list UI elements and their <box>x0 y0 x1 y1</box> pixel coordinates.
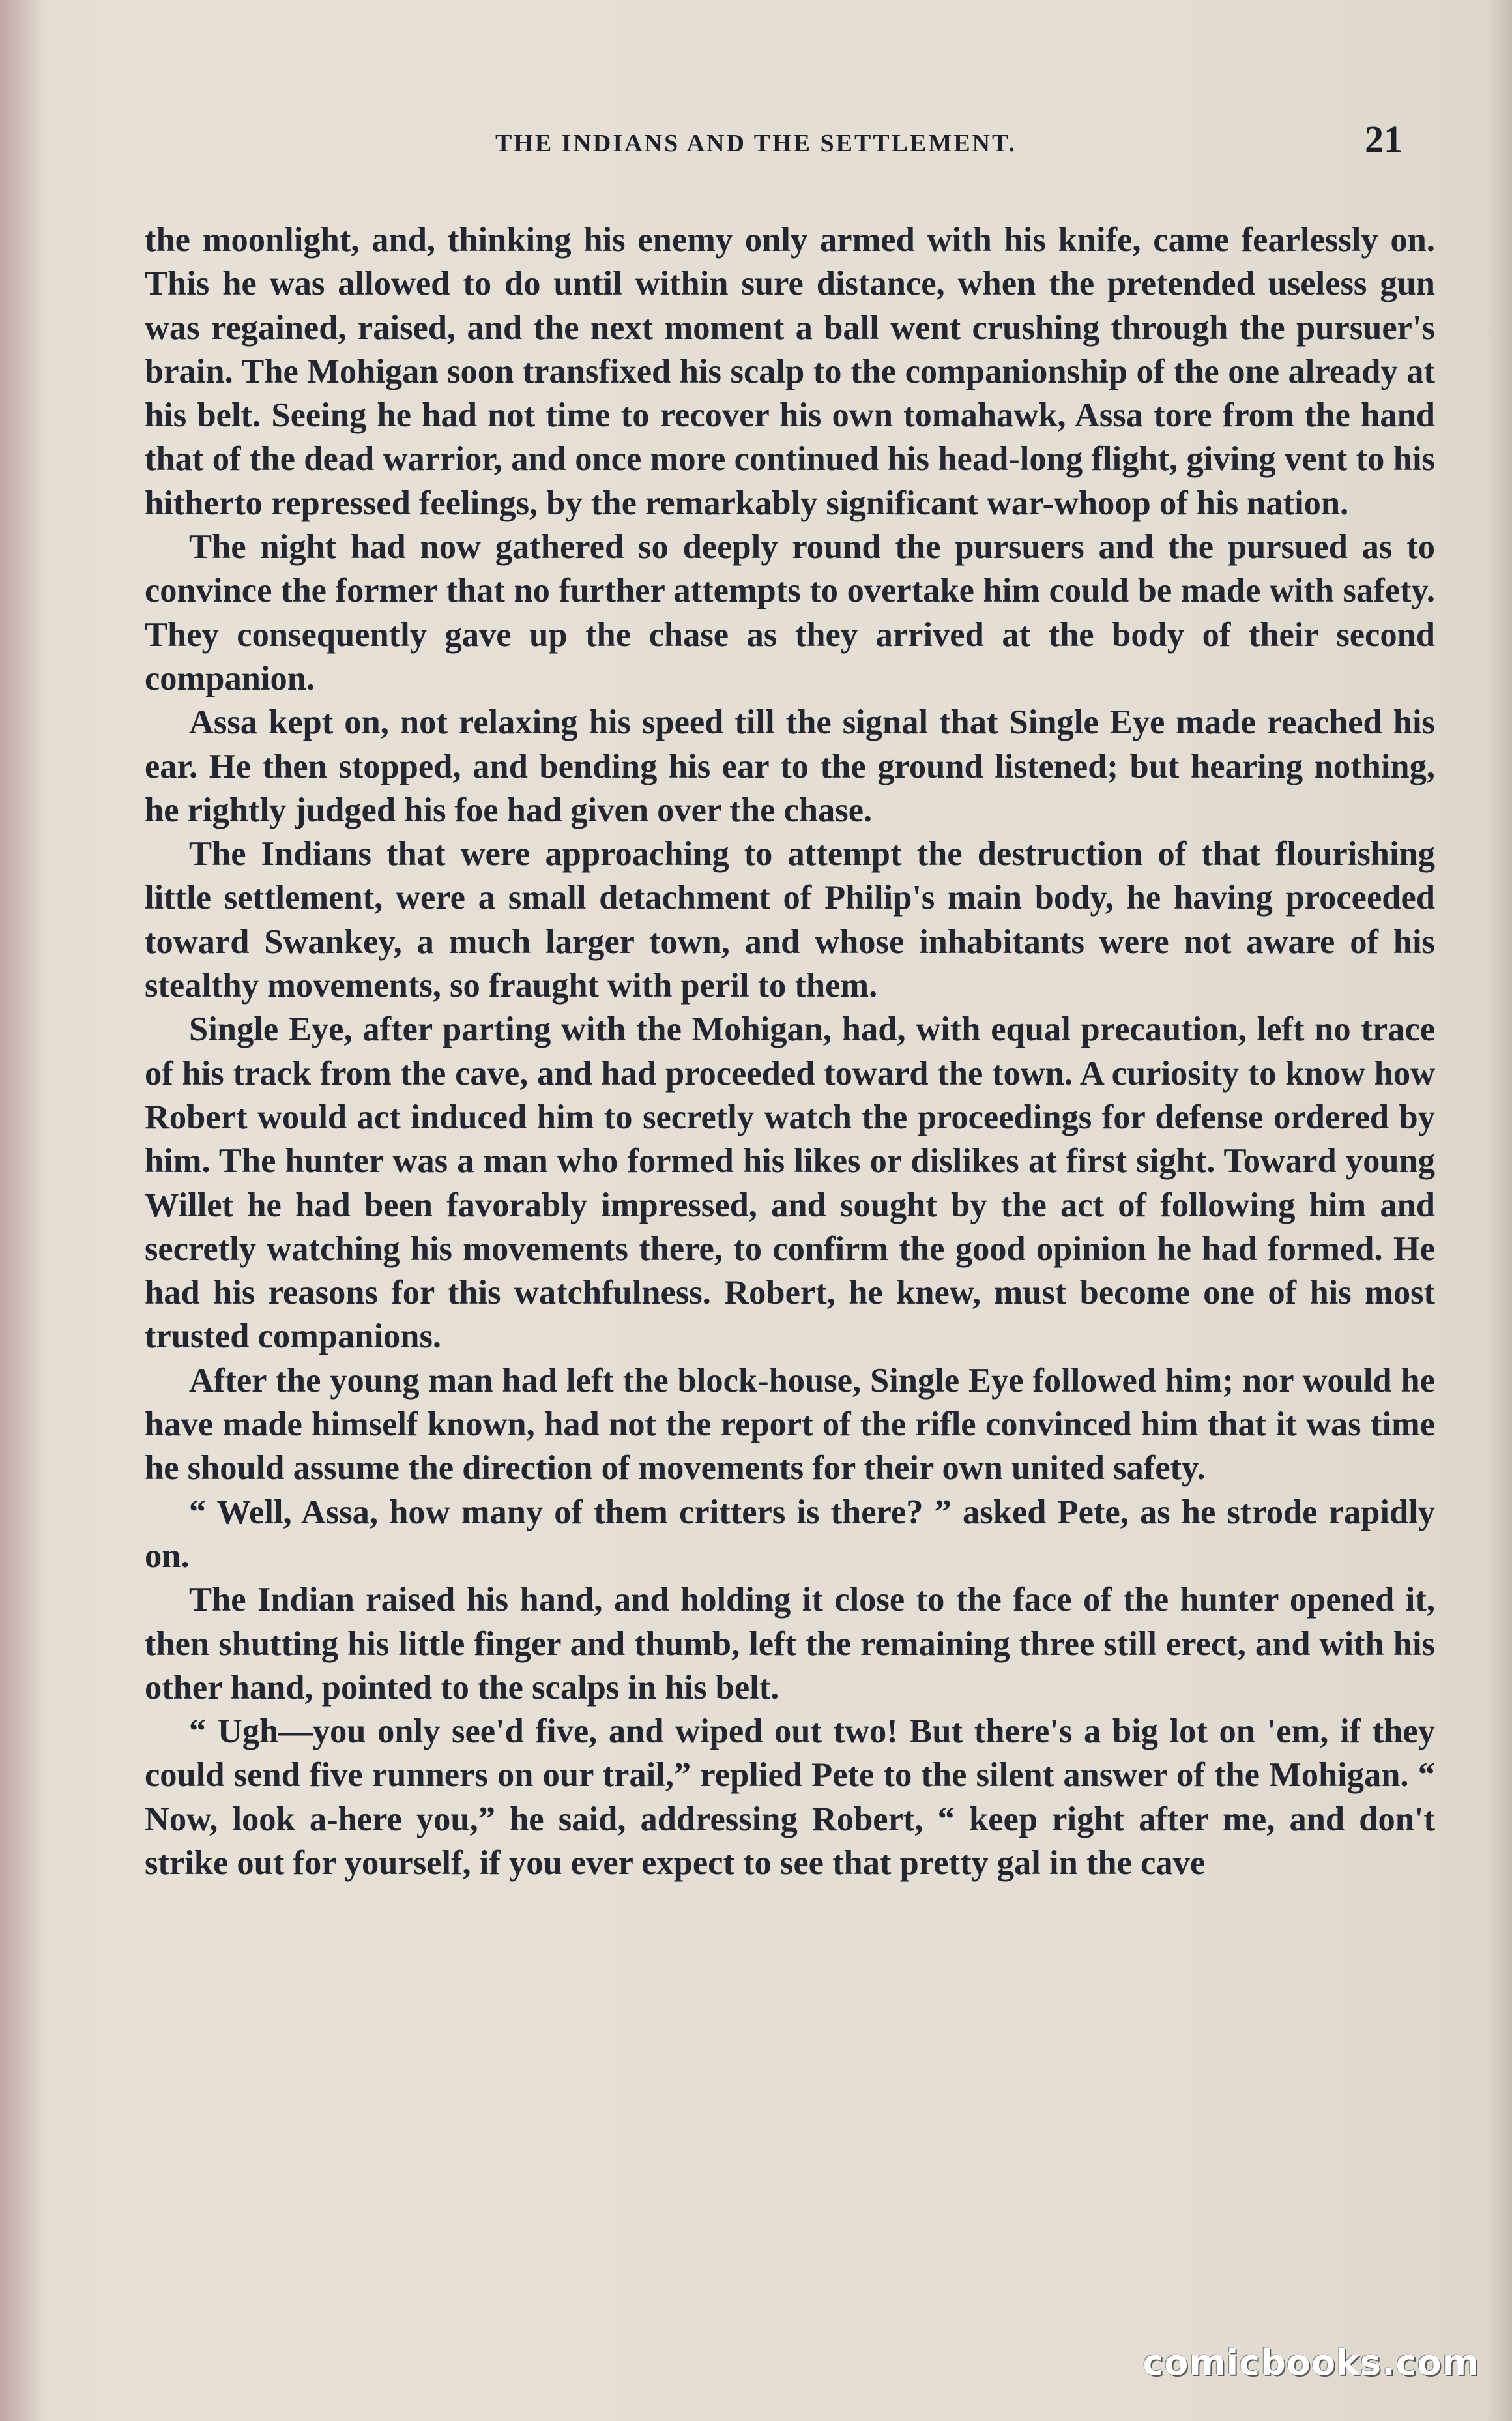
spine-shadow <box>0 0 46 2421</box>
paragraph: Assa kept on, not relaxing his speed till the signal that Single Eye made reached his ear. He then stopped, and bending his ear to the ground listened; but hearing nothing, he rightly judged his foe had given over the chase. <box>145 703 1435 829</box>
paragraph: The Indians that were approaching to attempt the destruction of that flourishing little settlement, were a small detachment of Philip's main body, he having proceeded toward Swankey, a much larger town, and whose inhabitants were not aware of his stealthy movements, so fraught with peril to them. <box>145 835 1435 1005</box>
paragraph: “ Ugh—you only see'd five, and wiped out two! But there's a big lot on 'em, if they could send five runners on our trail,” replied Pete to the silent answer of the Mohigan. “ Now, look a-here you,” he said, addressing Robert, “ keep right after me, and don't strike out for yourself, if you ever expect to see that pretty gal in the cave <box>145 1712 1435 1882</box>
paragraph: After the young man had left the block-house, Single Eye followed him; nor would he have made himself known, had not the report of the rifle convinced him that it was time he should assume the direction of movements for their own united safety. <box>145 1361 1435 1488</box>
page-edge-shadow <box>1486 0 1512 2421</box>
watermark: comicbooks.com <box>1142 2342 1479 2383</box>
paragraph: The Indian raised his hand, and holding it close to the face of the hunter opened it, then shutting his little finger and thumb, left the remaining three still erect, and with his other hand, pointed to the scalps in his belt. <box>145 1581 1435 1707</box>
running-title: THE INDIANS AND THE SETTLEMENT. <box>495 130 1017 157</box>
body-text <box>145 218 1435 1885</box>
paragraph: The night had now gathered so deeply round the pursuers and the pursued as to convince the former that no further attempts to overtake him could be made with safety. They consequently gave up the chase as they arrived at the body of their second companion. <box>145 528 1435 697</box>
paragraph: Single Eye, after parting with the Mohigan, had, with equal precaution, left no trace of his track from the cave, and had proceeded toward the town. A curiosity to know how Robert would act induced him to secretly watch the proceedings for defense ordered by him. The hunter was a man who formed his likes or dislikes at first sight. Toward young Willet he had been favorably impressed, and sought by the act of following him and secretly watching his movements there, to confirm the good opinion he had formed. He had his reasons for this watchfulness. Robert, he knew, must become one of his most trusted companions. <box>145 1010 1435 1356</box>
paragraph: “ Well, Assa, how many of them critters is there? ” asked Pete, as he strode rapidly on. <box>145 1493 1435 1575</box>
page-number: 21 <box>1365 118 1403 160</box>
paragraph: the moonlight, and, thinking his enemy only armed with his knife, came fearlessly on. This he was allowed to do until within sure distance, when the pretended useless gun was regained, raised, and the next moment a ball went crushing through the pursuer's brain. The Mohigan soon transfixed his scalp to the companionship of the one already at his belt. Seeing he had not time to recover his own tomahawk, Assa tore from the hand that of the dead warrior, and once more continued his head-long flight, giving vent to his hitherto repressed feelings, by the remarkably significant war-whoop of his nation. <box>145 221 1435 522</box>
